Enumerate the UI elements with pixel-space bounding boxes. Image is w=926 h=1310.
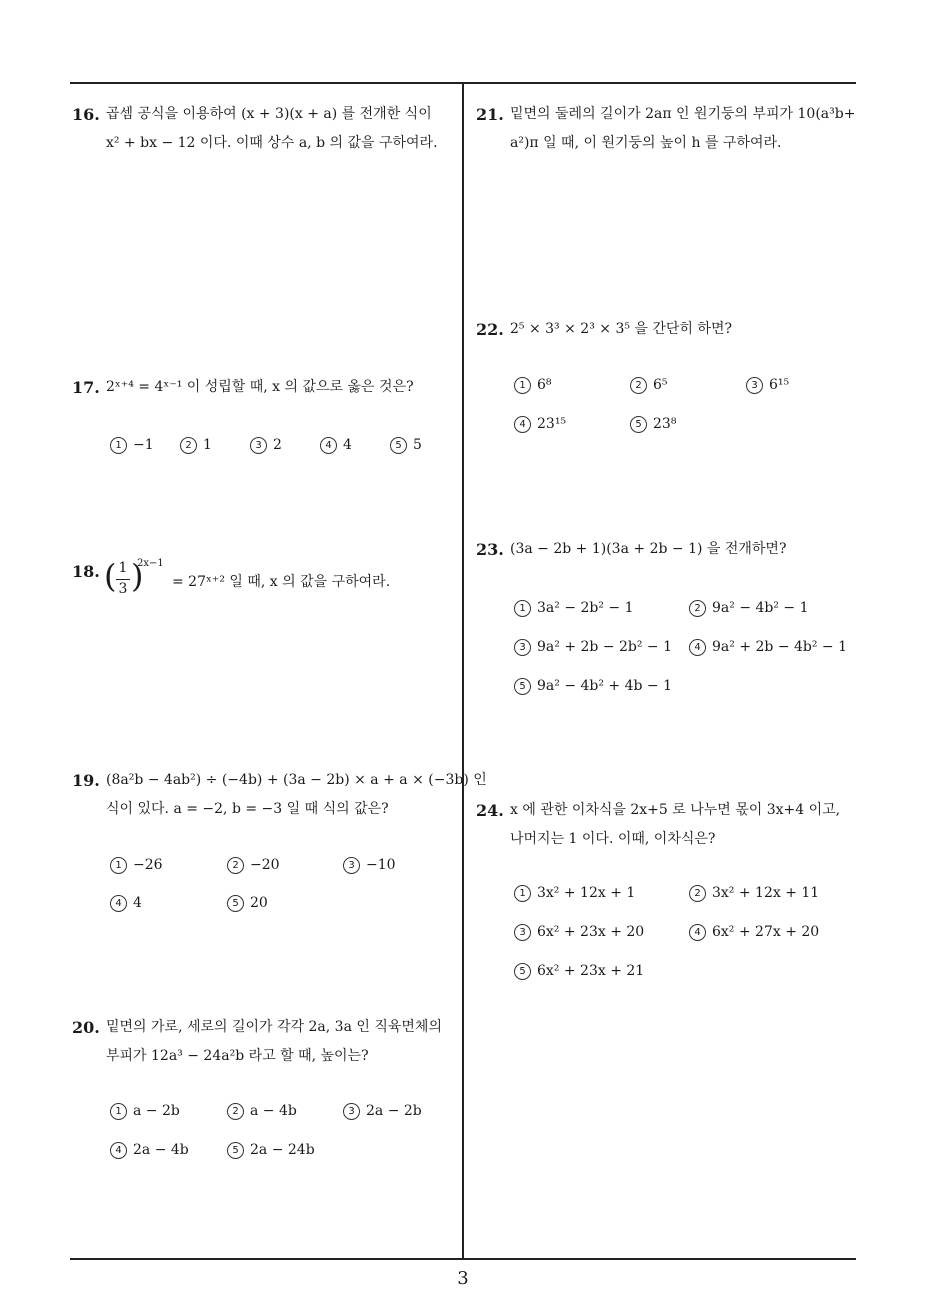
choice-mark: 5 <box>514 963 531 980</box>
choice-text: 3x² + 12x + 11 <box>712 885 820 901</box>
choice-option[interactable] <box>689 637 847 657</box>
problem-number: 17. <box>72 378 100 397</box>
choice-mark: 4 <box>110 895 127 912</box>
choice-text: 9a² + 2b − 4b² − 1 <box>712 639 848 655</box>
choice-mark: 2 <box>180 437 197 454</box>
choice-option[interactable] <box>110 1140 189 1160</box>
choice-text: 23⁸ <box>653 416 677 432</box>
choice-mark: 4 <box>689 924 706 941</box>
problem-text-line: 식이 있다. a = −2, b = −3 일 때 식의 값은? <box>106 801 389 817</box>
problem-16 <box>72 100 438 158</box>
bottom-rule <box>70 1258 856 1260</box>
choice-mark: 1 <box>110 1103 127 1120</box>
choice-text: 2a − 24b <box>250 1142 315 1158</box>
choice-option[interactable] <box>689 922 819 942</box>
problem-text-line: 곱셈 공식을 이용하여 (x + 3)(x + a) 를 전개한 식이 <box>106 106 432 122</box>
problem-number: 22. <box>476 320 504 339</box>
choice-text: a − 2b <box>133 1103 180 1119</box>
choice-mark: 5 <box>227 895 244 912</box>
choice-option[interactable] <box>689 883 819 903</box>
choice-option[interactable] <box>343 1101 422 1121</box>
problem-19 <box>72 766 487 824</box>
problem-number: 18. <box>72 562 100 581</box>
problem-text-line: 밑면의 가로, 세로의 길이가 각각 2a, 3a 인 직육면체의 <box>106 1019 442 1035</box>
choice-option[interactable] <box>227 855 280 875</box>
choice-mark: 4 <box>689 639 706 656</box>
choice-option[interactable] <box>320 435 352 455</box>
choice-text: 4 <box>343 437 352 453</box>
choice-text: 6¹⁵ <box>769 377 790 393</box>
page-number: 3 <box>457 1268 469 1289</box>
choice-mark: 2 <box>227 1103 244 1120</box>
problem-20 <box>72 1013 442 1071</box>
choice-text: −20 <box>250 857 280 873</box>
problem-text-line: (8a²b − 4ab²) ÷ (−4b) + (3a − 2b) × a + a × (−3b) 인 <box>106 772 487 788</box>
choice-text: 9a² − 4b² + 4b − 1 <box>537 678 673 694</box>
choice-mark: 2 <box>630 377 647 394</box>
choice-mark: 3 <box>250 437 267 454</box>
choice-mark: 5 <box>630 416 647 433</box>
problem-number: 23. <box>476 540 504 559</box>
problem-text-line: 나머지는 1 이다. 이때, 이차식은? <box>510 831 716 847</box>
choice-option[interactable] <box>250 435 282 455</box>
choice-text: −10 <box>366 857 396 873</box>
choice-mark: 5 <box>227 1142 244 1159</box>
choice-text: 9a² + 2b − 2b² − 1 <box>537 639 673 655</box>
problem-number: 16. <box>72 105 100 124</box>
choice-option[interactable] <box>514 676 672 696</box>
choice-mark: 4 <box>110 1142 127 1159</box>
choice-text: a − 4b <box>250 1103 297 1119</box>
choice-option[interactable] <box>630 375 668 395</box>
choice-option[interactable] <box>180 435 212 455</box>
choice-option[interactable] <box>227 893 268 913</box>
choice-mark: 4 <box>320 437 337 454</box>
problem-21 <box>476 100 855 158</box>
problem-text-line: x 에 관한 이차식을 2x+5 로 나누면 몫이 3x+4 이고, <box>510 802 841 818</box>
choice-option[interactable] <box>514 922 644 942</box>
choice-option[interactable] <box>514 883 635 903</box>
problem-text-line: x² + bx − 12 이다. 이때 상수 a, b 의 값을 구하여라. <box>106 135 438 151</box>
choice-text: 6⁸ <box>537 377 552 393</box>
choice-option[interactable] <box>110 855 163 875</box>
choice-text: 4 <box>133 895 142 911</box>
choice-text: 6⁵ <box>653 377 668 393</box>
problem-number: 19. <box>72 771 100 790</box>
choice-option[interactable] <box>514 598 634 618</box>
column-divider <box>462 82 464 1259</box>
choice-mark: 3 <box>343 857 360 874</box>
left-paren: ( <box>104 557 117 595</box>
choice-option[interactable] <box>514 961 644 981</box>
choice-mark: 1 <box>514 377 531 394</box>
choice-mark: 3 <box>514 639 531 656</box>
problem-24 <box>476 796 840 854</box>
choice-option[interactable] <box>630 414 676 434</box>
choice-mark: 3 <box>746 377 763 394</box>
choice-text: 5 <box>413 437 422 453</box>
choice-option[interactable] <box>110 1101 180 1121</box>
choice-option[interactable] <box>343 855 396 875</box>
choice-text: 9a² − 4b² − 1 <box>712 600 809 616</box>
choice-text: 1 <box>203 437 212 453</box>
choice-option[interactable] <box>110 435 154 455</box>
choice-option[interactable] <box>227 1101 297 1121</box>
choice-text: 3x² + 12x + 1 <box>537 885 636 901</box>
choice-text: 3a² − 2b² − 1 <box>537 600 634 616</box>
choice-mark: 1 <box>514 885 531 902</box>
choice-option[interactable] <box>390 435 422 455</box>
choice-text: 23¹⁵ <box>537 416 567 432</box>
problem-23 <box>476 535 786 564</box>
choice-text: 2 <box>273 437 282 453</box>
choice-mark: 5 <box>390 437 407 454</box>
choice-mark: 2 <box>689 600 706 617</box>
choice-text: 2a − 4b <box>133 1142 189 1158</box>
problem-text-line: 2ˣ⁺⁴ = 4ˣ⁻¹ 이 성립할 때, x 의 값으로 옳은 것은? <box>106 379 414 395</box>
problem-text-line: 부피가 12a³ − 24a²b 라고 할 때, 높이는? <box>106 1048 369 1064</box>
fraction-bar <box>116 579 130 580</box>
choice-mark: 3 <box>514 924 531 941</box>
choice-text: 6x² + 27x + 20 <box>712 924 820 940</box>
right-paren: ) <box>131 557 144 595</box>
problem-text-line: = 27ˣ⁺² 일 때, x 의 값을 구하여라. <box>172 574 391 590</box>
choice-mark: 4 <box>514 416 531 433</box>
problem-number: 20. <box>72 1018 100 1037</box>
fraction-numerator: 1 <box>118 560 128 576</box>
choice-option[interactable] <box>514 414 566 434</box>
choice-text: 6x² + 23x + 20 <box>537 924 645 940</box>
problem-text-line: 밑면의 둘레의 길이가 2aπ 인 원기둥의 부피가 10(a³b+ <box>510 106 856 122</box>
choice-option[interactable] <box>514 375 552 395</box>
choice-text: 6x² + 23x + 21 <box>537 963 645 979</box>
problem-text-line: a²)π 일 때, 이 원기둥의 높이 h 를 구하여라. <box>510 135 782 151</box>
choice-mark: 1 <box>110 857 127 874</box>
problem-text-line: (3a − 2b + 1)(3a + 2b − 1) 을 전개하면? <box>510 541 787 557</box>
choice-option[interactable] <box>227 1140 315 1160</box>
choice-mark: 1 <box>514 600 531 617</box>
choice-text: −26 <box>133 857 163 873</box>
problem-number: 21. <box>476 105 504 124</box>
choice-text: −1 <box>133 437 154 453</box>
choice-mark: 3 <box>343 1103 360 1120</box>
choice-text: 2a − 2b <box>366 1103 422 1119</box>
choice-mark: 2 <box>689 885 706 902</box>
fraction-denominator: 3 <box>118 581 128 597</box>
choice-text: 20 <box>250 895 268 911</box>
problem-number: 24. <box>476 801 504 820</box>
choice-mark: 5 <box>514 678 531 695</box>
problem-22 <box>476 315 732 344</box>
choice-option[interactable] <box>514 637 672 657</box>
problem-text-line: 2⁵ × 3³ × 2³ × 3⁵ 을 간단히 하면? <box>510 321 732 337</box>
choice-mark: 1 <box>110 437 127 454</box>
problem-17 <box>72 373 414 402</box>
choice-option[interactable] <box>746 375 789 395</box>
choice-option[interactable] <box>110 893 142 913</box>
choice-mark: 2 <box>227 857 244 874</box>
choice-option[interactable] <box>689 598 809 618</box>
exponent: 2x−1 <box>137 558 164 569</box>
